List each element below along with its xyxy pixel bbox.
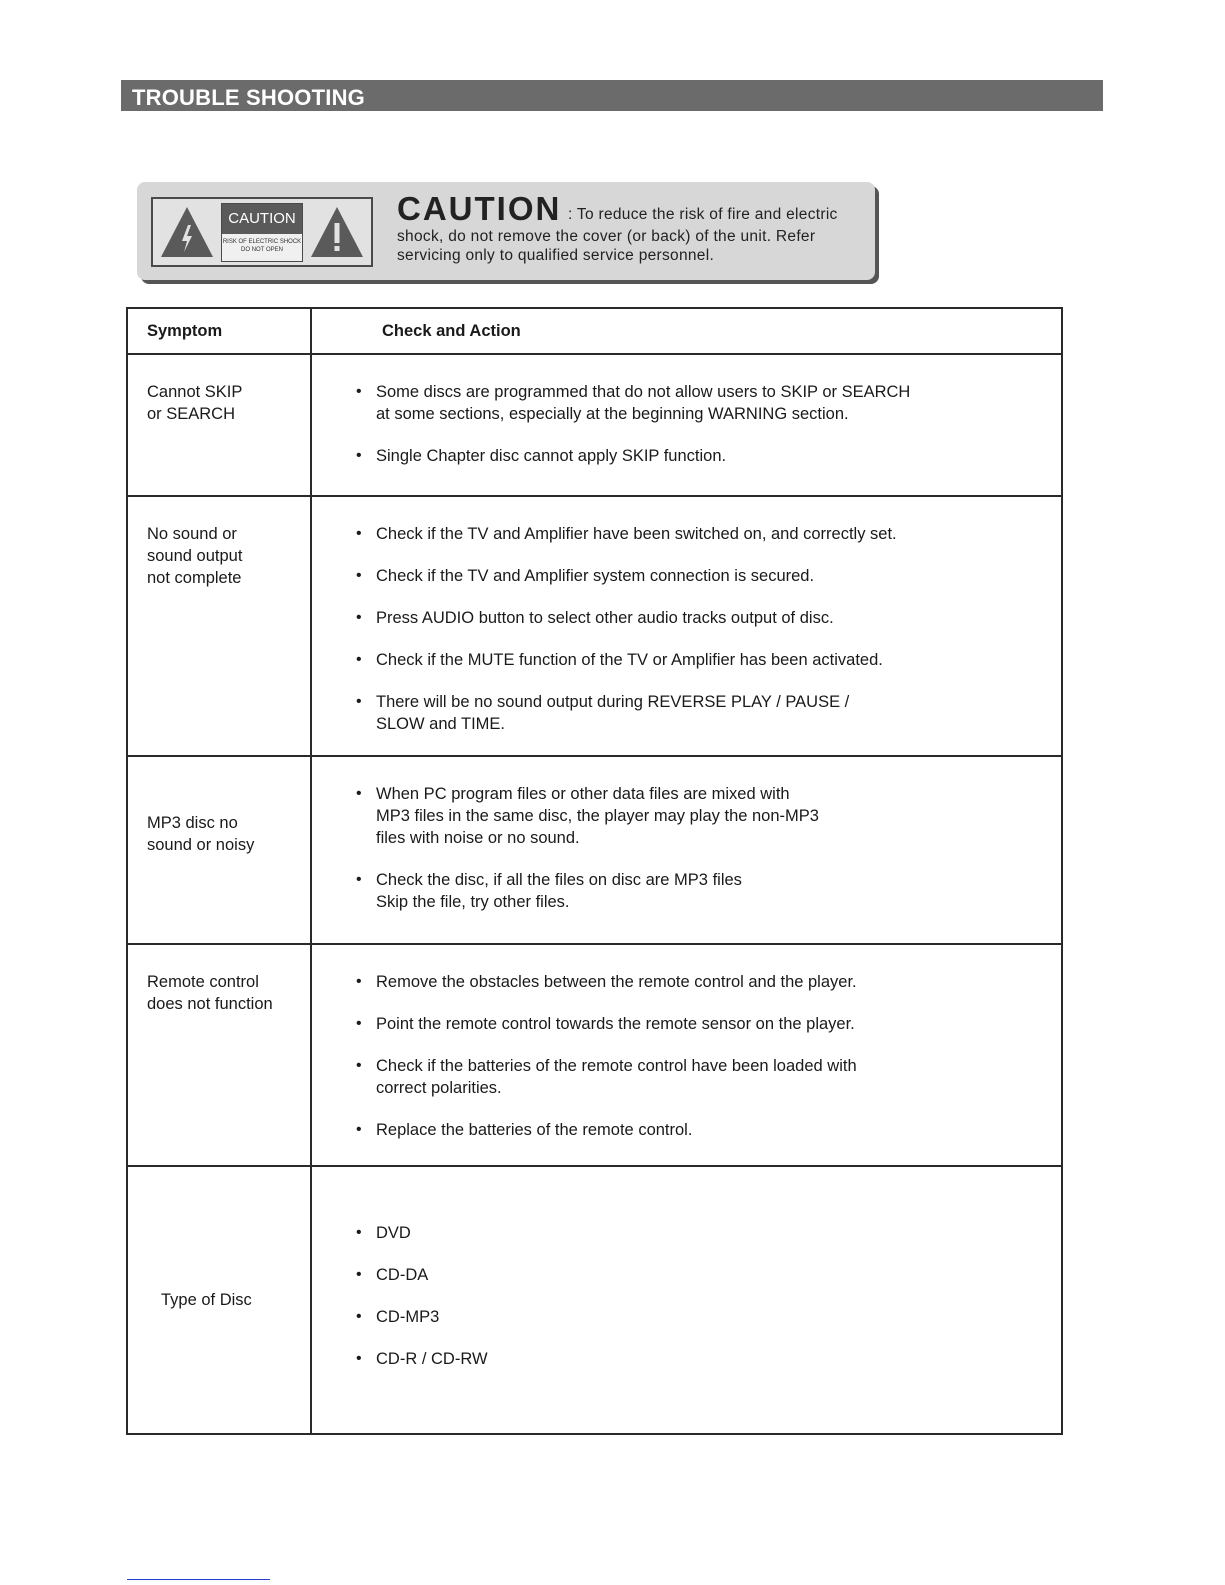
action-item: [356, 1119, 1061, 1141]
action-text-line: • When PC program files or other data files are mixed with: [376, 785, 790, 803]
action-item: [356, 445, 1061, 467]
caution-text-line-1: : To reduce the risk of fire and electric: [568, 206, 838, 223]
action-text-line: MP3 files in the same disc, the player may play the non-MP3: [376, 807, 819, 825]
symptom-cell: [127, 496, 311, 756]
symptom-text-line: Cannot SKIP: [147, 383, 243, 401]
table-body: [127, 354, 1062, 1434]
symptom-cell: [127, 756, 311, 944]
action-cell: [311, 354, 1062, 496]
disc-type-item: • CD-MP3: [356, 1306, 1061, 1328]
action-item: [356, 381, 1061, 425]
symptom-text-line: or SEARCH: [147, 405, 236, 423]
caution-title: CAUTION: [397, 190, 562, 227]
symptom-text-line: No sound or: [147, 525, 237, 543]
section-title: TROUBLE SHOOTING: [132, 85, 365, 110]
caution-plate-word: CAUTION: [222, 204, 302, 234]
action-item: [356, 649, 1061, 671]
symptom-text-line: does not function: [147, 995, 273, 1013]
symptom-text-line: not complete: [147, 569, 242, 587]
exclamation-warning-icon: [309, 205, 365, 259]
action-item: [356, 1013, 1061, 1035]
disc-types-cell: [311, 1166, 1062, 1434]
caution-notice: [137, 182, 875, 280]
action-text-line: correct polarities.: [376, 1079, 502, 1097]
troubleshooting-table: [126, 307, 1063, 1435]
caution-text-line-3: servicing only to qualified service personnel.: [397, 247, 715, 264]
action-text-line: • Check if the batteries of the remote control have been loaded with: [376, 1057, 857, 1075]
action-text-line: • Check if the TV and Amplifier system connection is secured.: [376, 567, 815, 585]
footer-link-underline: [127, 1579, 270, 1580]
disc-type-item: • CD-DA: [356, 1264, 1061, 1286]
disc-type-item: • DVD: [356, 1222, 1061, 1244]
symptom-cell: [127, 1166, 311, 1434]
action-item: [356, 691, 1061, 735]
table-row-disc-types: [127, 1166, 1062, 1434]
action-text-line: • Check if the MUTE function of the TV or Amplifier has been activated.: [376, 651, 883, 669]
action-list: [356, 971, 1061, 1141]
lightning-warning-icon: [159, 205, 215, 259]
action-list: [356, 381, 1061, 467]
action-cell: [311, 756, 1062, 944]
action-item: [356, 607, 1061, 629]
caution-center-plate: [221, 203, 303, 262]
action-cell: [311, 944, 1062, 1166]
action-list: [356, 523, 1061, 735]
action-text-line: • Single Chapter disc cannot apply SKIP function.: [376, 447, 727, 465]
caution-plate-line-1: RISK OF ELECTRIC SHOCK: [222, 239, 302, 245]
table-row: [127, 944, 1062, 1166]
action-text-line: • Point the remote control towards the remote sensor on the player.: [376, 1015, 855, 1033]
symptom-text: Type of Disc: [161, 1291, 252, 1309]
action-text-line: • Some discs are programmed that do not allow users to SKIP or SEARCH: [376, 383, 911, 401]
caution-plate-small-text: [222, 238, 302, 254]
table-header-row: [127, 308, 1062, 354]
section-header-bar: [121, 80, 1103, 111]
disc-type-list: [356, 1222, 1061, 1370]
action-item: [356, 783, 1061, 849]
column-header-symptom: Symptom: [127, 308, 311, 354]
symptom-text-line: sound output: [147, 547, 243, 565]
action-text-line: SLOW and TIME.: [376, 715, 505, 733]
table-row: [127, 354, 1062, 496]
action-text-line: • Check if the TV and Amplifier have been switched on, and correctly set.: [376, 525, 897, 543]
action-item: [356, 523, 1061, 545]
action-item: [356, 869, 1061, 913]
action-item: [356, 565, 1061, 587]
action-item: [356, 971, 1061, 993]
table-row: [127, 496, 1062, 756]
table-row: [127, 756, 1062, 944]
symptom-cell: [127, 354, 311, 496]
column-header-action: Check and Action: [311, 308, 1062, 354]
action-list: [356, 783, 1061, 913]
symptom-cell: [127, 944, 311, 1166]
action-cell: [311, 496, 1062, 756]
symptom-text-line: sound or noisy: [147, 836, 255, 854]
action-text-line: files with noise or no sound.: [376, 829, 580, 847]
action-text-line: • Remove the obstacles between the remote control and the player.: [376, 973, 857, 991]
action-text-line: • Check the disc, if all the files on disc are MP3 files: [376, 871, 742, 889]
action-text-line: • Press AUDIO button to select other audio tracks output of disc.: [376, 609, 834, 627]
disc-type-item: • CD-R / CD-RW: [356, 1348, 1061, 1370]
caution-text-line-2: shock, do not remove the cover (or back) of the unit. Refer: [397, 228, 816, 245]
symptom-text-line: Remote control: [147, 973, 259, 991]
action-text-line: at some sections, especially at the beginning WARNING section.: [376, 405, 849, 423]
action-text-line: Skip the file, try other files.: [376, 893, 570, 911]
caution-plate-line-2: DO NOT OPEN: [241, 247, 283, 253]
action-text-line: • Replace the batteries of the remote control.: [376, 1121, 693, 1139]
action-text-line: • There will be no sound output during REVERSE PLAY / PAUSE /: [376, 693, 850, 711]
action-item: [356, 1055, 1061, 1099]
caution-label-graphic: [151, 197, 373, 267]
symptom-text-line: MP3 disc no: [147, 814, 238, 832]
